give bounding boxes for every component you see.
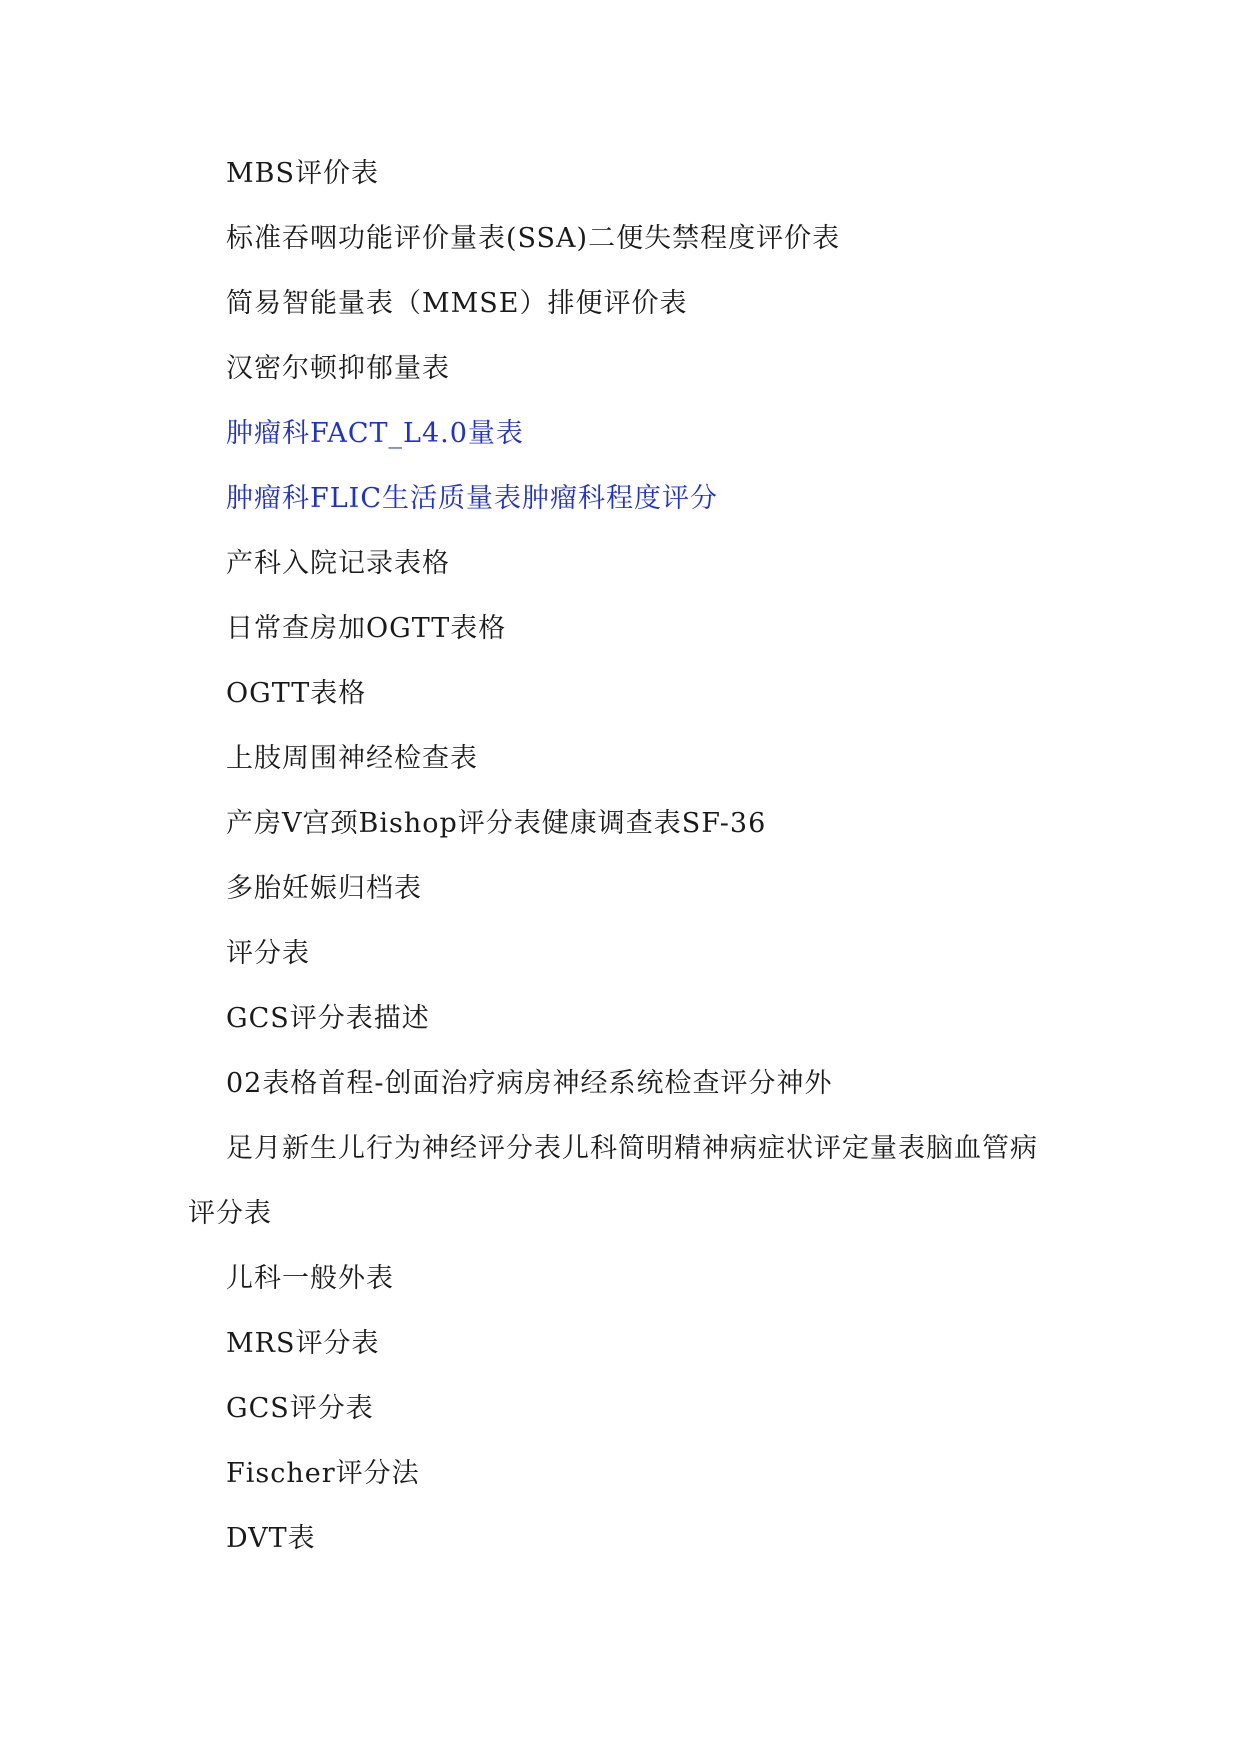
doc-line-gcs-description: GCS评分表描述 (226, 1003, 430, 1034)
doc-line-score-sheet: 评分表 (226, 938, 310, 969)
doc-line-ogtt: OGTT表格 (226, 678, 367, 709)
doc-line-pediatric-general: 儿科一般外表 (226, 1263, 394, 1294)
doc-line-obstetric-admission: 产科入院记录表格 (226, 548, 450, 579)
doc-line-gcs: GCS评分表 (226, 1393, 374, 1424)
doc-line-neonatal-psychiatric-cerebrovascular: 足月新生儿行为神经评分表儿科简明精神病症状评定量表脑血管病评分表 (188, 1133, 1038, 1229)
doc-line-ssa: 标准吞咽功能评价量表(SSA)二便失禁程度评价表 (226, 223, 841, 254)
doc-line-upper-limb-nerve: 上肢周围神经检查表 (226, 743, 478, 774)
doc-link-flic[interactable]: 肿瘤科FLIC生活质量表肿瘤科程度评分 (226, 483, 718, 514)
doc-line-dvt: DVT表 (226, 1523, 316, 1554)
doc-line-bishop-sf36: 产房V宫颈Bishop评分表健康调查表SF-36 (226, 808, 767, 839)
doc-line-mbs: MBS评价表 (226, 158, 379, 189)
doc-line-multiple-pregnancy: 多胎妊娠归档表 (226, 873, 422, 904)
doc-line-hamilton: 汉密尔顿抑郁量表 (226, 353, 450, 384)
doc-link-fact-l[interactable]: 肿瘤科FACT_L4.0量表 (226, 418, 524, 449)
doc-line-daily-rounds-ogtt: 日常查房加OGTT表格 (226, 613, 507, 644)
document-body (188, 155, 1058, 1585)
doc-line-mrs: MRS评分表 (226, 1328, 380, 1359)
doc-line-mmse: 简易智能量表（MMSE）排便评价表 (226, 288, 688, 319)
doc-line-wound-neuro: 02表格首程-创面治疗病房神经系统检查评分神外 (226, 1068, 833, 1099)
doc-line-fischer: Fischer评分法 (226, 1458, 420, 1489)
